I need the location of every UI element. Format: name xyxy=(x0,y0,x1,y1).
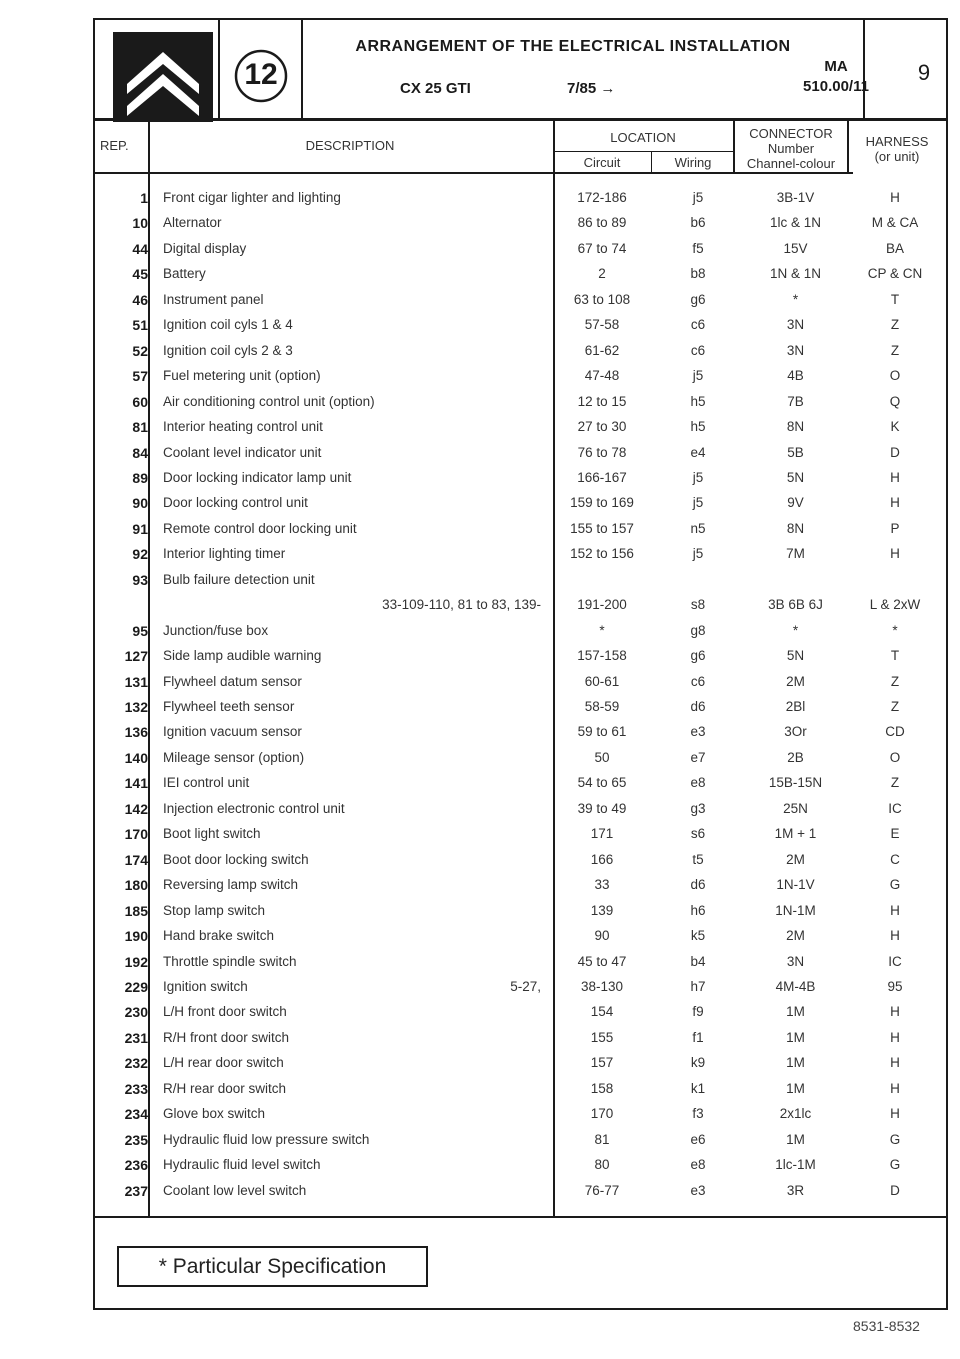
table-row xyxy=(93,648,948,673)
cell-circuit: 60-61 xyxy=(584,673,620,689)
footer-code: 8531-8532 xyxy=(853,1318,920,1334)
cell-description: Boot light switch xyxy=(163,826,261,842)
cell-wiring: g6 xyxy=(690,291,706,307)
cell-rep-number: 131 xyxy=(124,673,148,690)
cell-harness: M & CA xyxy=(871,215,919,231)
cell-circuit: 80 xyxy=(594,1157,610,1173)
table-row xyxy=(93,954,948,979)
cell-connector: 1M + 1 xyxy=(774,826,817,842)
cell-circuit: 152 to 156 xyxy=(570,546,634,562)
cell-harness: H xyxy=(890,1029,900,1045)
cell-harness: Z xyxy=(890,673,900,689)
cell-circuit: 90 xyxy=(594,928,610,944)
cell-circuit: 12 to 15 xyxy=(577,393,627,409)
cell-circuit: 166 xyxy=(590,851,614,867)
cell-description: L/H front door switch xyxy=(163,1004,287,1020)
cell-rep-number: 142 xyxy=(124,800,148,817)
cell-connector: 5B xyxy=(787,444,804,460)
cell-wiring: j5 xyxy=(692,495,704,511)
cell-connector: 1M xyxy=(786,1004,805,1020)
cell-description: Coolant level indicator unit xyxy=(163,444,322,460)
cell-circuit: 191-200 xyxy=(577,597,627,613)
cell-wiring: f5 xyxy=(692,240,704,256)
cell-rep-number: 140 xyxy=(124,749,148,766)
footnote-text: * Particular Specification xyxy=(158,1255,387,1278)
page-number: 9 xyxy=(917,60,931,85)
table-row xyxy=(93,266,948,291)
cell-harness: H xyxy=(890,902,900,918)
cell-connector: 2x1lc xyxy=(779,1106,812,1122)
cell-wiring: e7 xyxy=(690,749,706,765)
cell-connector: 2M xyxy=(786,851,805,867)
table-row xyxy=(93,1106,948,1131)
cell-connector: 8N xyxy=(786,419,805,435)
cell-connector: 3N xyxy=(786,317,805,333)
cell-rep-number: 230 xyxy=(124,1004,148,1021)
manual-code: MA xyxy=(824,58,848,75)
table-row xyxy=(93,801,948,826)
cell-harness: H xyxy=(890,190,900,205)
cell-connector: 3N xyxy=(786,953,805,969)
col-header-wiring: Wiring xyxy=(674,155,712,170)
cell-rep-number: 233 xyxy=(124,1080,148,1097)
cell-description: Front cigar lighter and lighting xyxy=(163,190,341,205)
table-row xyxy=(93,190,948,215)
cell-harness: * xyxy=(892,622,898,638)
cell-wiring: e4 xyxy=(690,444,706,460)
cell-rep-number: 132 xyxy=(124,699,148,715)
cell-description: L/H rear door switch xyxy=(163,1055,284,1071)
cell-rep-number: 235 xyxy=(124,1131,148,1148)
cell-connector: 1lc & 1N xyxy=(769,215,822,231)
cell-harness: G xyxy=(889,877,901,893)
cell-wiring: h6 xyxy=(690,902,706,918)
cell-description: Glove box switch xyxy=(163,1106,266,1122)
cell-wiring: f1 xyxy=(692,1029,704,1045)
cell-harness: T xyxy=(890,648,900,664)
cell-circuit: 57-58 xyxy=(584,317,620,333)
cell-rep-number: 229 xyxy=(124,978,148,995)
cell-harness: O xyxy=(889,368,901,384)
cell-circuit: * xyxy=(599,622,605,638)
table-row xyxy=(93,623,948,648)
cell-wiring: d6 xyxy=(690,877,706,893)
cell-wiring: d6 xyxy=(690,699,706,714)
cell-description: Coolant low level switch xyxy=(163,1182,307,1198)
cell-connector: 1M xyxy=(786,1080,805,1096)
cell-connector: 1N-1V xyxy=(776,877,815,893)
cell-description: R/H rear door switch xyxy=(163,1080,287,1096)
cell-rep-number: 1 xyxy=(140,190,148,206)
cell-description: Stop lamp switch xyxy=(163,902,266,918)
col-header-connector: CONNECTOR xyxy=(749,126,833,141)
cell-harness: Z xyxy=(890,775,900,791)
table-row xyxy=(93,546,948,571)
table-row xyxy=(93,1030,948,1055)
cell-connector: 25N xyxy=(783,800,808,816)
cell-wiring: k5 xyxy=(690,928,706,944)
cell-description: Bulb failure detection unit xyxy=(163,571,315,587)
col-header-location: LOCATION xyxy=(610,130,676,145)
cell-wiring: h7 xyxy=(690,978,706,994)
cell-description: Ignition coil cyls 1 & 4 xyxy=(163,317,293,333)
table-row xyxy=(93,928,948,953)
cell-circuit: 39 to 49 xyxy=(577,800,627,816)
table-row xyxy=(93,1004,948,1029)
cell-description: Alternator xyxy=(163,215,222,231)
cell-circuit: 27 to 30 xyxy=(577,419,627,435)
cell-harness: CP & CN xyxy=(867,266,923,282)
table-row xyxy=(93,215,948,240)
cell-description-continuation: 5-27, xyxy=(510,978,541,994)
cell-connector: 5N xyxy=(786,648,805,664)
cell-description: Ignition coil cyls 2 & 3 xyxy=(163,342,293,358)
cell-wiring: k1 xyxy=(690,1080,706,1096)
cell-circuit: 158 xyxy=(590,1080,614,1096)
cell-description: Interior lighting timer xyxy=(163,546,286,562)
section-badge xyxy=(233,48,289,104)
cell-harness: Z xyxy=(890,342,900,358)
table-row xyxy=(93,470,948,495)
cell-rep-number: 170 xyxy=(124,826,148,843)
cell-harness: H xyxy=(890,469,900,485)
cell-connector: * xyxy=(792,622,799,638)
cell-circuit: 155 xyxy=(590,1029,614,1045)
cell-rep-number: 90 xyxy=(132,495,148,512)
section-badge-number: 12 xyxy=(244,58,278,91)
cell-description: Air conditioning control unit (option) xyxy=(163,393,375,409)
col-header-harness-unit: (or unit) xyxy=(874,149,920,164)
cell-connector: 4B xyxy=(787,368,804,384)
cell-harness: Z xyxy=(890,317,900,333)
table-row xyxy=(93,368,948,393)
table-row xyxy=(93,445,948,470)
cell-circuit: 76 to 78 xyxy=(577,444,627,460)
cell-rep-number: 57 xyxy=(132,368,148,385)
cell-wiring: j5 xyxy=(692,190,704,205)
date-label: 7/85 → xyxy=(567,80,616,97)
table-row xyxy=(93,903,948,928)
cell-harness: 95 xyxy=(887,978,903,994)
cell-circuit: 33 xyxy=(594,877,610,893)
cell-connector: 1lc-1M xyxy=(775,1157,816,1173)
cell-wiring: c6 xyxy=(690,673,706,689)
cell-rep-number: 45 xyxy=(132,266,148,283)
cell-harness: IC xyxy=(888,953,902,969)
cell-rep-number: 95 xyxy=(132,622,148,639)
cell-wiring: g6 xyxy=(690,648,706,664)
cell-harness: D xyxy=(890,444,900,460)
cell-rep-number: 192 xyxy=(124,953,148,970)
cell-description: Ignition switch xyxy=(163,978,248,994)
col-header-harness: HARNESS xyxy=(865,134,929,149)
cell-connector: 3R xyxy=(786,1182,805,1198)
cell-connector: 1M xyxy=(786,1055,805,1071)
cell-harness: C xyxy=(890,851,900,867)
cell-circuit: 2 xyxy=(598,266,606,282)
cell-wiring: s6 xyxy=(690,826,706,842)
cell-wiring: f9 xyxy=(692,1004,704,1020)
cell-connector: 8N xyxy=(786,520,805,536)
cell-wiring: t5 xyxy=(692,851,704,867)
cell-description: IEI control unit xyxy=(163,775,250,791)
cell-connector: 2Bl xyxy=(785,699,806,714)
cell-harness: Z xyxy=(890,699,900,714)
cell-description: R/H front door switch xyxy=(163,1029,290,1045)
cell-rep-number: 89 xyxy=(132,469,148,486)
cell-rep-number: 92 xyxy=(132,546,148,563)
cell-connector: 1N-1M xyxy=(775,902,816,918)
cell-harness: E xyxy=(890,826,900,842)
cell-wiring: f3 xyxy=(692,1106,704,1122)
cell-connector: 1N & 1N xyxy=(769,266,822,282)
cell-circuit: 172-186 xyxy=(577,190,627,205)
cell-circuit: 45 to 47 xyxy=(577,953,627,969)
table-row xyxy=(93,1132,948,1157)
table-row xyxy=(93,852,948,877)
table-row xyxy=(93,241,948,266)
cell-circuit: 155 to 157 xyxy=(570,520,634,536)
cell-rep-number: 190 xyxy=(124,928,148,945)
cell-connector: 2B xyxy=(787,749,804,765)
cell-harness: H xyxy=(890,1080,900,1096)
cell-wiring: g8 xyxy=(690,622,706,638)
cell-circuit: 76-77 xyxy=(584,1182,620,1198)
cell-description: Interior heating control unit xyxy=(163,419,323,435)
cell-circuit: 166-167 xyxy=(577,469,627,485)
cell-wiring: n5 xyxy=(690,520,706,536)
col-header-circuit: Circuit xyxy=(583,155,621,170)
cell-circuit: 171 xyxy=(590,826,614,842)
cell-rep-number: 84 xyxy=(132,444,148,461)
cell-circuit: 157 xyxy=(590,1055,614,1071)
model-label: CX 25 GTI xyxy=(400,80,471,97)
table-row xyxy=(93,826,948,851)
cell-rep-number: 232 xyxy=(124,1055,148,1072)
cell-rep-number: 174 xyxy=(124,851,148,868)
cell-wiring: b8 xyxy=(690,266,706,282)
table-row xyxy=(93,317,948,342)
cell-harness: G xyxy=(889,1131,901,1147)
cell-description: Door locking indicator lamp unit xyxy=(163,469,352,485)
cell-description-continuation: 33-109-110, 81 to 83, 139- xyxy=(382,597,541,613)
table-row xyxy=(93,750,948,775)
cell-description: Mileage sensor (option) xyxy=(163,749,305,765)
table-row xyxy=(93,775,948,800)
cell-rep-number: 52 xyxy=(132,342,148,359)
cell-harness: Q xyxy=(889,393,901,409)
cell-description: Ignition vacuum sensor xyxy=(163,724,302,740)
cell-circuit: 63 to 108 xyxy=(573,291,631,307)
cell-harness: H xyxy=(890,546,900,562)
col-header-rep: REP. xyxy=(100,138,129,153)
cell-rep-number: 81 xyxy=(132,419,148,436)
cell-description: Boot door locking switch xyxy=(163,851,309,867)
table-row xyxy=(93,1081,948,1106)
cell-circuit: 86 to 89 xyxy=(577,215,627,231)
cell-description: Battery xyxy=(163,266,206,282)
cell-harness: L & 2xW xyxy=(869,597,921,613)
cell-connector: 1M xyxy=(786,1131,805,1147)
cell-rep-number: 91 xyxy=(132,520,148,537)
cell-description: Remote control door locking unit xyxy=(163,520,357,536)
cell-wiring: b6 xyxy=(690,215,706,231)
cell-description: Hand brake switch xyxy=(163,928,275,944)
cell-connector: 15V xyxy=(783,240,808,256)
cell-wiring: c6 xyxy=(690,317,706,333)
cell-connector: 1M xyxy=(786,1029,805,1045)
cell-description: Hydraulic fluid level switch xyxy=(163,1157,321,1173)
cell-harness: O xyxy=(889,749,901,765)
table-row xyxy=(93,1183,948,1208)
cell-wiring: c6 xyxy=(690,342,706,358)
cell-description: Digital display xyxy=(163,240,247,256)
cell-description: Junction/fuse box xyxy=(163,622,269,638)
cell-wiring: s8 xyxy=(690,597,706,613)
cell-description: Flywheel datum sensor xyxy=(163,673,302,689)
table-row xyxy=(93,521,948,546)
cell-circuit: 47-48 xyxy=(584,368,620,384)
table-row xyxy=(93,1055,948,1080)
cell-rep-number: 180 xyxy=(124,877,148,894)
cell-rep-number: 236 xyxy=(124,1157,148,1174)
col-header-description: DESCRIPTION xyxy=(305,138,395,153)
cell-connector: 7M xyxy=(786,546,805,562)
table-row xyxy=(93,699,948,724)
cell-harness: IC xyxy=(888,800,902,816)
cell-wiring: j5 xyxy=(692,368,704,384)
cell-connector: 4M-4B xyxy=(775,978,816,994)
table-row xyxy=(93,1157,948,1182)
cell-rep-number: 136 xyxy=(124,724,148,741)
cell-circuit: 67 to 74 xyxy=(577,240,627,256)
cell-rep-number: 237 xyxy=(124,1182,148,1199)
cell-circuit: 61-62 xyxy=(584,342,620,358)
cell-wiring: g3 xyxy=(690,800,706,816)
cell-harness: H xyxy=(890,1004,900,1020)
cell-circuit: 81 xyxy=(594,1131,610,1147)
cell-harness: H xyxy=(890,928,900,944)
cell-connector: 3Or xyxy=(784,724,807,740)
cell-description: Flywheel teeth sensor xyxy=(163,699,295,714)
cell-rep-number: 93 xyxy=(132,571,148,588)
cell-harness: H xyxy=(890,1106,900,1122)
cell-wiring: e3 xyxy=(690,1182,706,1198)
cell-harness: CD xyxy=(885,724,905,740)
cell-connector: 2M xyxy=(786,673,805,689)
table-row xyxy=(93,674,948,699)
cell-circuit: 54 to 65 xyxy=(577,775,627,791)
cell-wiring: e8 xyxy=(690,775,706,791)
cell-circuit: 170 xyxy=(590,1106,614,1122)
cell-description: Instrument panel xyxy=(163,291,264,307)
table-row xyxy=(93,979,948,1004)
table-row xyxy=(93,572,948,597)
cell-connector: 3B 6B 6J xyxy=(768,597,823,613)
cell-harness: K xyxy=(890,419,900,435)
cell-wiring: e3 xyxy=(690,724,706,740)
cell-wiring: h5 xyxy=(690,393,706,409)
table-row xyxy=(93,877,948,902)
cell-wiring: b4 xyxy=(690,953,706,969)
cell-connector: 5N xyxy=(786,469,805,485)
cell-rep-number: 141 xyxy=(124,775,148,792)
cell-connector: * xyxy=(792,291,799,307)
cell-rep-number: 10 xyxy=(132,215,148,232)
cell-harness: D xyxy=(890,1182,900,1198)
cell-description: Throttle spindle switch xyxy=(163,953,297,969)
cell-harness: G xyxy=(889,1157,901,1173)
cell-description: Side lamp audible warning xyxy=(163,648,322,664)
table-row xyxy=(93,495,948,520)
col-header-connector-number: Number xyxy=(767,141,815,156)
cell-circuit: 59 to 61 xyxy=(577,724,627,740)
cell-circuit: 58-59 xyxy=(584,699,620,714)
cell-circuit: 50 xyxy=(594,749,610,765)
cell-circuit: 157-158 xyxy=(577,648,627,664)
cell-connector: 3B-1V xyxy=(776,190,815,205)
cell-harness: H xyxy=(890,1055,900,1071)
cell-connector: 7B xyxy=(787,393,804,409)
table-row xyxy=(93,419,948,444)
table-row xyxy=(93,597,948,622)
cell-circuit: 159 to 169 xyxy=(570,495,634,511)
cell-rep-number: 185 xyxy=(124,902,148,919)
cell-description: Door locking control unit xyxy=(163,495,308,511)
cell-description: Hydraulic fluid low pressure switch xyxy=(163,1131,370,1147)
cell-rep-number: 44 xyxy=(132,240,148,257)
cell-harness: BA xyxy=(885,240,904,256)
cell-circuit: 38-130 xyxy=(580,978,624,994)
cell-rep-number: 60 xyxy=(132,393,148,410)
cell-harness: H xyxy=(890,495,900,511)
cell-connector: 9V xyxy=(787,495,804,511)
document-title: ARRANGEMENT OF THE ELECTRICAL INSTALLATION xyxy=(355,38,791,55)
cell-rep-number: 127 xyxy=(124,648,148,665)
cell-connector: 2M xyxy=(786,928,805,944)
cell-wiring: e6 xyxy=(690,1131,706,1147)
cell-wiring: k9 xyxy=(690,1055,706,1071)
cell-rep-number: 234 xyxy=(124,1106,148,1123)
cell-connector: 3N xyxy=(786,342,805,358)
cell-wiring: e8 xyxy=(690,1157,706,1173)
cell-wiring: j5 xyxy=(692,546,704,562)
cell-description: Reversing lamp switch xyxy=(163,877,299,893)
cell-description: Injection electronic control unit xyxy=(163,800,345,816)
cell-circuit: 139 xyxy=(590,902,614,918)
cell-wiring: j5 xyxy=(692,469,704,485)
footnote-box xyxy=(117,1246,428,1287)
cell-circuit: 154 xyxy=(590,1004,614,1020)
table-row xyxy=(93,724,948,749)
cell-rep-number: 51 xyxy=(132,317,148,334)
cell-wiring: h5 xyxy=(690,419,706,435)
cell-connector: 15B-15N xyxy=(768,775,823,791)
cell-description: Fuel metering unit (option) xyxy=(163,368,321,384)
cell-rep-number: 46 xyxy=(132,291,148,308)
cell-rep-number: 231 xyxy=(124,1029,148,1046)
table-row xyxy=(93,394,948,419)
col-header-connector-channel: Channel-colour xyxy=(746,156,836,171)
manual-reference: 510.00/11 xyxy=(803,78,869,95)
cell-harness: P xyxy=(890,520,900,536)
table-row xyxy=(93,343,948,368)
table-row xyxy=(93,292,948,317)
cell-harness: T xyxy=(890,291,900,307)
